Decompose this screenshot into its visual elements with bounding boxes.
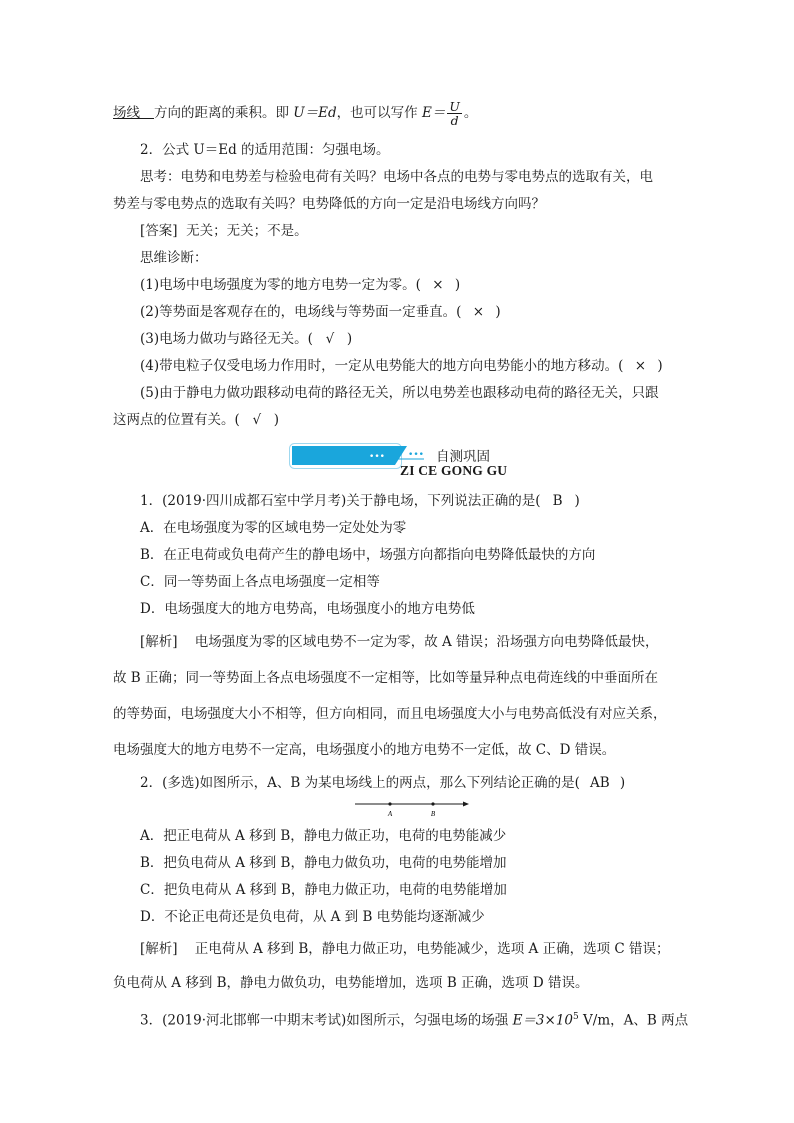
diagnosis-item-5-line-2 — [113, 410, 279, 430]
point-a-label: A — [387, 810, 393, 818]
underlined-term: 场线 — [113, 105, 140, 121]
q1-option-d: D．电场强度大的地方电势高，电场强度小的地方电势低 — [140, 601, 475, 617]
diagnosis-item-text: (2)等势面是客观存在的，电场线与等势面一定垂直。( — [140, 304, 462, 320]
diagnosis-title: 思维诊断： — [140, 250, 208, 266]
intro-end: 。 — [463, 105, 478, 121]
q1-stem-text: 1．(2019·四川成都石室中学月考)关于静电场，下列说法正确的是( — [140, 493, 541, 509]
thinking-line-2: 势差与零电势点的选取有关吗？电势降低的方向一定是沿电场线方向吗？ — [113, 196, 545, 212]
diagnosis-item-text: (4)带电粒子仅受电场力作用时，一定从电势能大的地方向电势能小的地方移动。( — [140, 358, 624, 374]
banner-dots-outside: ••• — [408, 450, 424, 460]
electric-field-line-figure — [353, 799, 469, 821]
diagnosis-item-text: (1)电场中电场强度为零的地方电势一定为零。( — [140, 277, 421, 293]
q2-option-b: B．把负电荷从 A 移到 B，静电力做负功，电荷的电势能增加 — [140, 855, 507, 871]
intro-text-b: ，也可以写作 — [336, 105, 418, 121]
q1-analysis-line-1 — [140, 632, 659, 652]
diagnosis-close: ) — [657, 358, 663, 374]
diagnosis-mark: √ — [252, 412, 262, 428]
banner-title: 自测巩固 — [436, 449, 490, 465]
diagnosis-close: ) — [495, 304, 501, 320]
diagnosis-mark: √ — [325, 331, 335, 347]
thinking-label: 思考： — [140, 169, 181, 185]
thinking-text-1: 电势和电势差与检验电荷有关吗？电场中各点的电势与零电势点的选取有关，电 — [180, 169, 653, 185]
q2-option-d: D．不论正电荷还是负电荷，从 A 到 B 电势能均逐渐减少 — [140, 909, 485, 925]
diagnosis-item-1 — [140, 275, 460, 295]
diagnosis-item-5-line-1: (5)由于静电力做功跟移动电荷的路径无关，所以电势差也跟移动电荷的路径无关，只跟 — [140, 385, 659, 401]
diagnosis-item-4 — [140, 356, 663, 376]
q2-stem — [140, 773, 625, 793]
q2-analysis-line-1 — [140, 939, 670, 959]
answer-line — [140, 221, 308, 241]
q2-analysis-line-2: 负电荷从 A 移到 B，静电力做负功，电势能增加，选项 B 正确，选项 D 错误。 — [113, 975, 589, 991]
q2-option-a: A．把正电荷从 A 移到 B，静电力做正功，电荷的电势能减少 — [140, 828, 507, 844]
analysis-tag: [解析] — [140, 941, 178, 957]
q3-formula-exponent: 5 — [573, 1012, 579, 1022]
diagnosis-close: ) — [454, 277, 461, 293]
q3-stem-text-a: 3．(2019·河北邯郸一中期末考试)如图所示，匀强电场的场强 — [140, 1012, 509, 1029]
q1-option-a: A．在电场强度为零的区域电势一定处处为零 — [140, 520, 407, 536]
q1-close: ) — [574, 493, 580, 509]
point-2: 2．公式 U＝Ed 的适用范围：匀强电场。 — [140, 142, 390, 158]
answer-text: 无关；无关；不是。 — [186, 223, 308, 239]
q2-close: ) — [619, 775, 626, 791]
q1-analysis-line-3: 的等势面，电场强度大小不相等，但方向相同，而且电场强度大小与电势高低没有对应关系， — [113, 706, 667, 722]
diagnosis-mark: × — [634, 358, 647, 374]
diagnosis-mark: × — [432, 277, 444, 293]
q2-option-c: C．把负电荷从 A 移到 B，静电力做正功，电荷的电势能增加 — [140, 882, 507, 898]
fraction-u-over-d — [447, 100, 462, 127]
blank-underline — [140, 104, 154, 119]
banner-subtitle: ZI CE GONG GU — [400, 463, 508, 478]
q3-stem-text-b: V/m，A、B 两点 — [578, 1012, 689, 1029]
diagnosis-item-2 — [140, 302, 501, 322]
intro-text-a: 方向的距离的乘积。即 — [154, 105, 289, 121]
analysis-tag: [解析] — [140, 634, 178, 650]
diagnosis-mark: × — [472, 304, 485, 320]
q1-analysis-line-2: 故 B 正确；同一等势面上各点电场强度不一定相等，比如等量异种点电荷连线的中垂面所在 — [113, 670, 659, 686]
q1-analysis-line-4: 电场强度大的地方电势不一定高，电场强度小的地方电势不一定低，故 C、D 错误。 — [113, 742, 616, 758]
q3-formula: E＝3×10 — [512, 1012, 574, 1029]
banner-fill — [292, 446, 407, 465]
q2-answer: AB — [590, 775, 610, 791]
q1-option-b: B．在正电荷或负电荷产生的静电场中，场强方向都指向电势降低最快的方向 — [140, 547, 596, 563]
q1-answer: B — [552, 493, 563, 509]
intro-line-1 — [113, 96, 477, 130]
fraction-denominator: d — [450, 113, 459, 128]
answer-tag: [答案] — [140, 223, 178, 239]
diagnosis-item-text: (3)电场力做功与路径无关。( — [140, 331, 313, 347]
formula-u-ed: U＝Ed — [293, 105, 337, 121]
point-a-dot — [388, 802, 391, 805]
field-line-arrow — [463, 802, 469, 807]
point-b-dot — [431, 802, 434, 805]
q3-stem — [140, 1007, 688, 1031]
q1-option-c: C．同一等势面上各点电场强度一定相等 — [140, 574, 380, 590]
diagnosis-item-text: 这两点的位置有关。( — [113, 412, 240, 428]
diagnosis-close: ) — [273, 412, 280, 428]
formula-e-lhs: E＝ — [421, 105, 446, 121]
diagnosis-close: ) — [346, 331, 353, 347]
analysis-text: 电场强度为零的区域电势不一定为零，故 A 错误；沿场强方向电势降低最快， — [194, 634, 659, 650]
analysis-text: 正电荷从 A 移到 B，静电力做正功，电势能减少，选项 A 正确，选项 C 错误； — [194, 941, 670, 957]
q1-stem — [140, 491, 580, 511]
point-b-label: B — [430, 810, 436, 818]
diagnosis-item-3 — [140, 329, 352, 349]
fraction-numerator: U — [449, 99, 460, 114]
q2-stem-text: 2．(多选)如图所示，A、B 为某电场线上的两点，那么下列结论正确的是( — [140, 775, 580, 791]
banner-dots: ••• — [369, 452, 385, 462]
thinking-line-1 — [140, 167, 653, 187]
